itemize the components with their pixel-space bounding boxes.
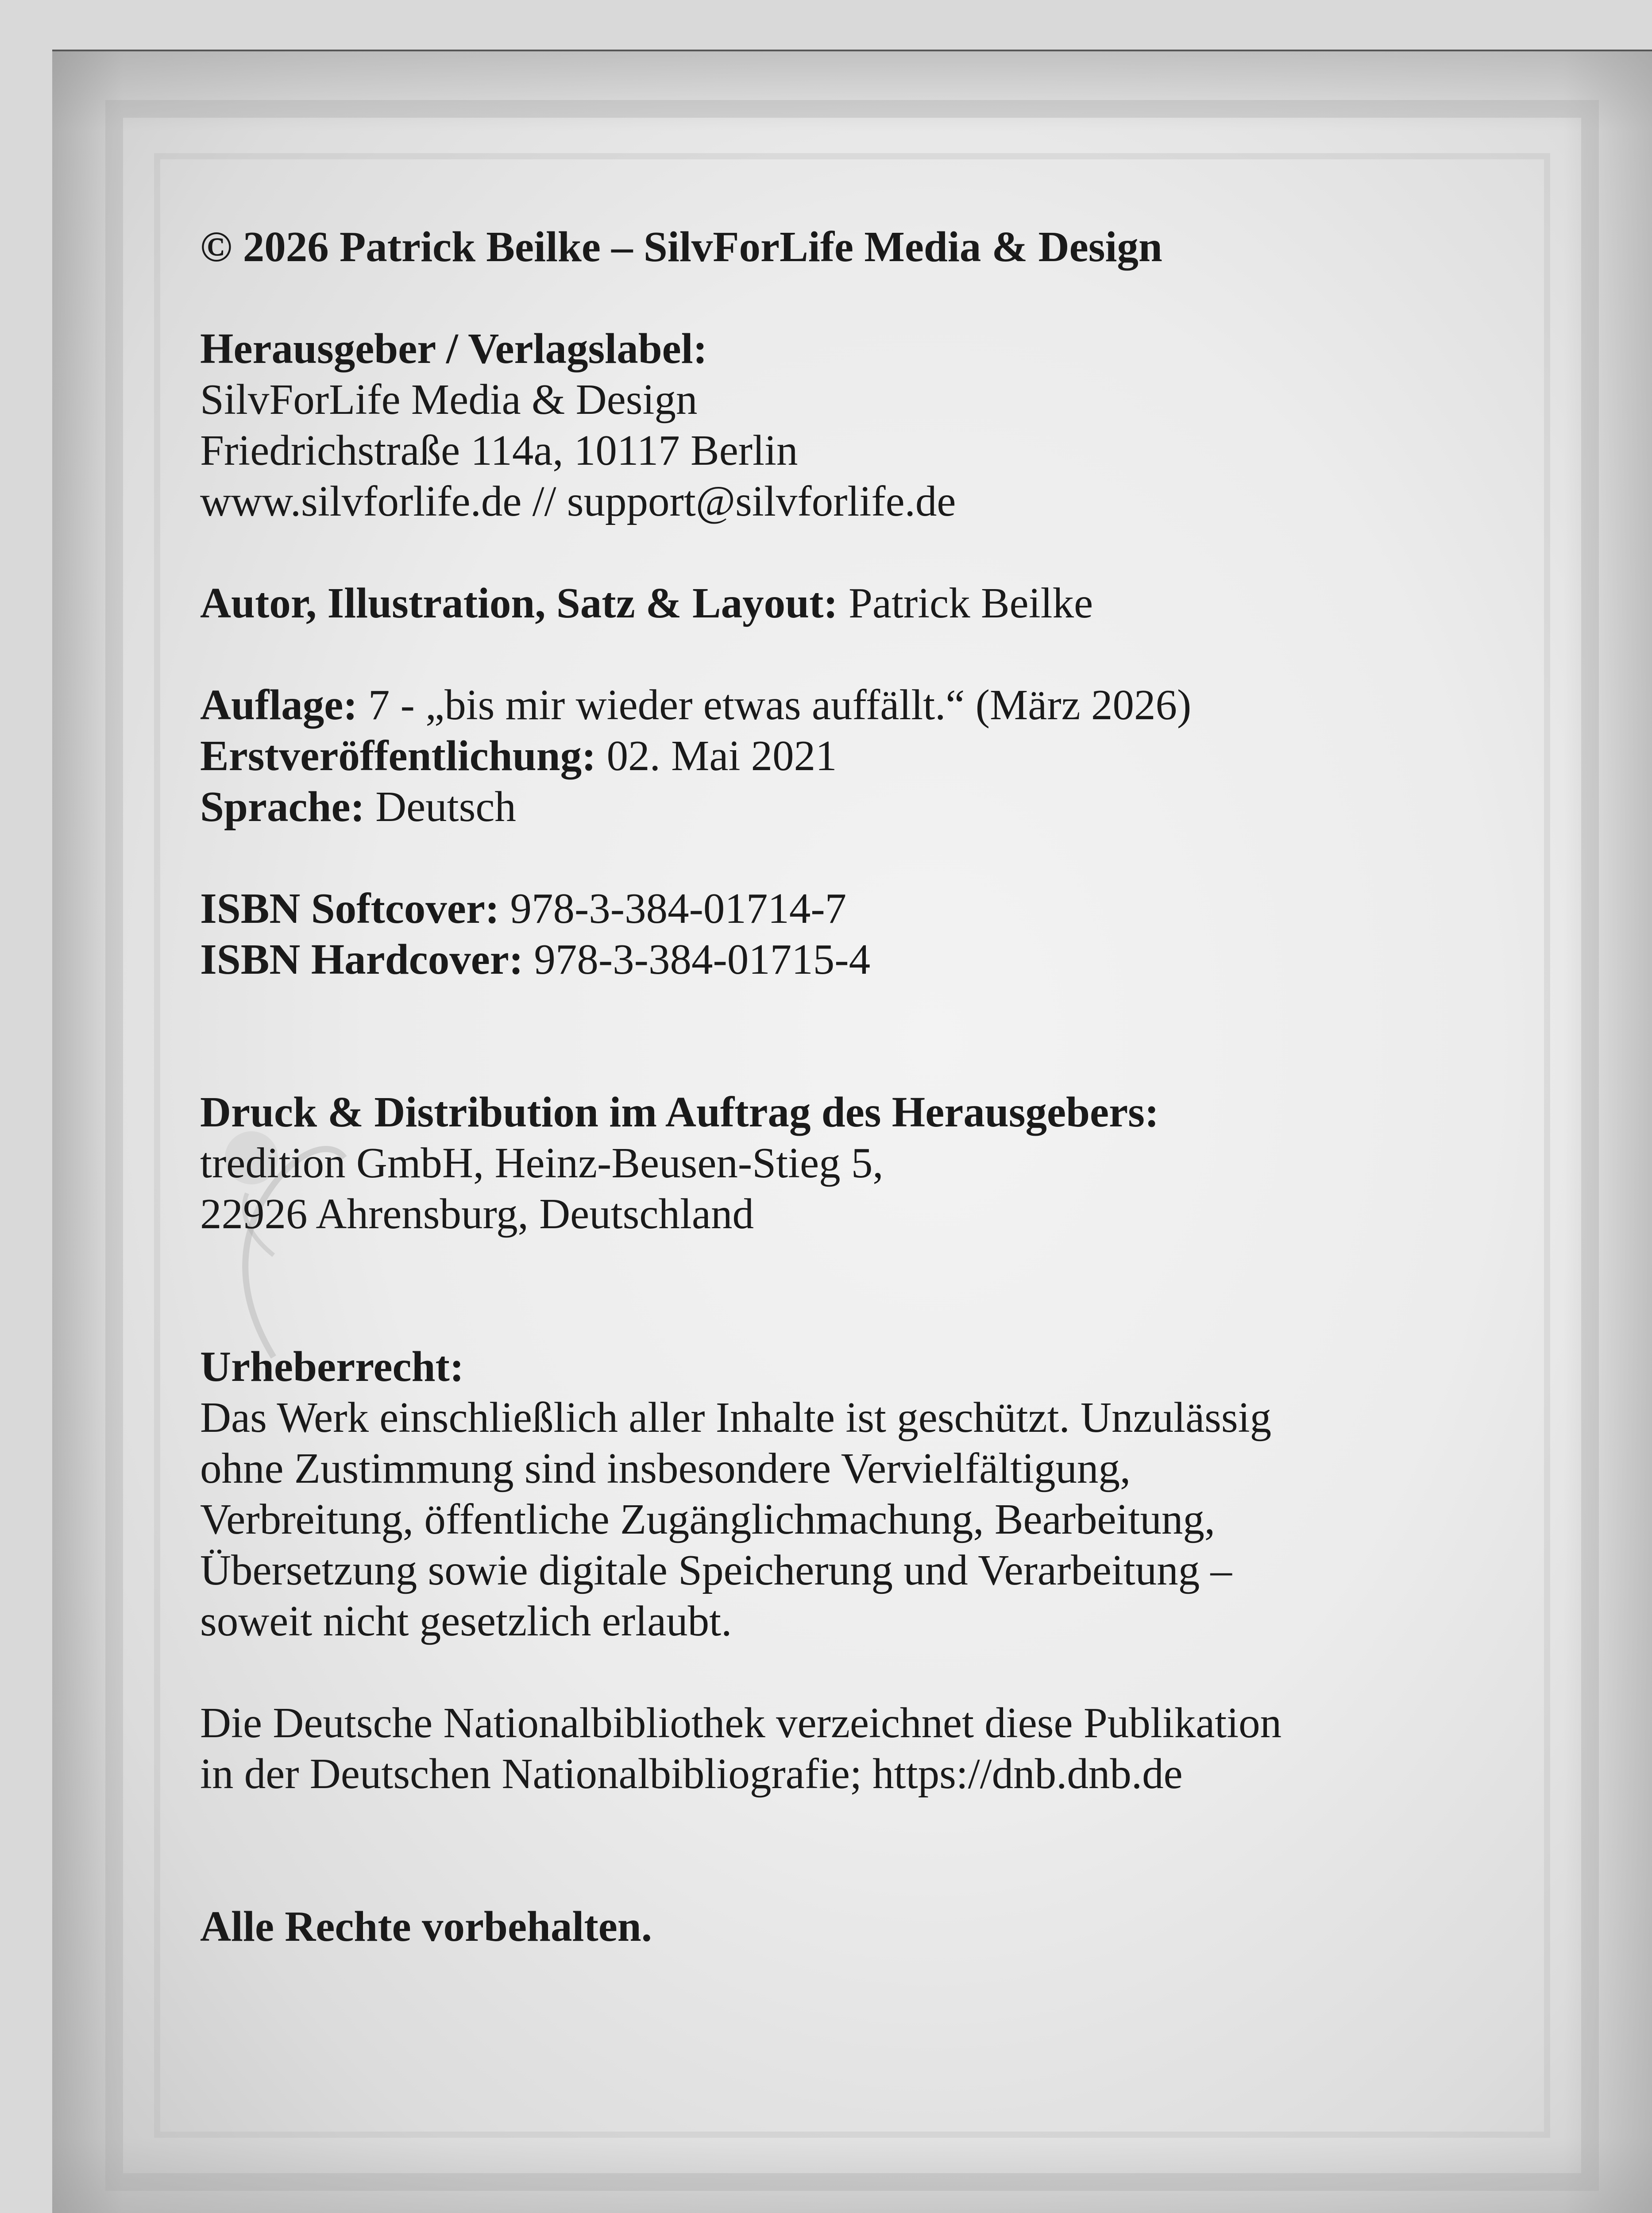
isbn-hardcover-line [200, 934, 1484, 985]
isbn-hardcover-label: ISBN Hardcover: [200, 936, 524, 983]
edition-line [200, 679, 1484, 730]
publisher-web: www.silvforlife.de // support@silvforlife.de [200, 478, 956, 525]
copyright-notice-line: Das Werk einschließlich aller Inhalte ist geschützt. Unzulässig [200, 1394, 1272, 1441]
printing-line-2: 22926 Ahrensburg, Deutschland [200, 1190, 754, 1238]
language-line [200, 781, 1484, 832]
copyright-notice-label: Urheberrecht: [200, 1343, 464, 1390]
copyright-notice-line: Verbreitung, öffentliche Zugänglichmachung, Bearbeitung, [200, 1496, 1216, 1543]
printing-label: Druck & Distribution im Auftrag des Herausgebers: [200, 1088, 1159, 1136]
rights-reserved: Alle Rechte vorbehalten. [200, 1903, 652, 1950]
copyright-notice-line: Übersetzung sowie digitale Speicherung und Verarbeitung – [200, 1546, 1232, 1594]
first-published-label: Erstveröffentlichung: [200, 732, 596, 779]
copyright-notice-line: ohne Zustimmung sind insbesondere Vervielfältigung, [200, 1445, 1131, 1492]
isbn-hardcover-value: 978-3-384-01715-4 [523, 936, 871, 983]
author-label: Autor, Illustration, Satz & Layout: [200, 579, 838, 627]
isbn-softcover-line [200, 883, 1484, 934]
publisher-label: Herausgeber / Verlagslabel: [200, 325, 707, 372]
isbn-softcover-label: ISBN Softcover: [200, 885, 500, 932]
first-published-line [200, 730, 1484, 781]
author-line [200, 578, 1484, 628]
copyright-line: © 2026 Patrick Beilke – SilvForLife Media & Design [200, 223, 1162, 270]
copyright-notice-line: soweit nicht gesetzlich erlaubt. [200, 1597, 732, 1645]
publisher-address: Friedrichstraße 114a, 10117 Berlin [200, 427, 798, 474]
publisher-name: SilvForLife Media & Design [200, 376, 698, 423]
dnb-line: Die Deutsche Nationalbibliothek verzeichnet diese Publikation [200, 1699, 1282, 1746]
edition-value: 7 - „bis mir wieder etwas auffällt.“ (März 2026) [357, 681, 1192, 729]
language-label: Sprache: [200, 783, 365, 830]
imprint-content [200, 221, 1484, 1952]
printing-line-1: tredition GmbH, Heinz-Beusen-Stieg 5, [200, 1139, 884, 1187]
isbn-softcover-value: 978-3-384-01714-7 [499, 885, 847, 932]
first-published-value: 02. Mai 2021 [596, 732, 837, 779]
language-value: Deutsch [364, 783, 516, 830]
dnb-line: in der Deutschen Nationalbibliografie; https://dnb.dnb.de [200, 1750, 1183, 1797]
author-value: Patrick Beilke [838, 579, 1093, 627]
edition-label: Auflage: [200, 681, 358, 729]
